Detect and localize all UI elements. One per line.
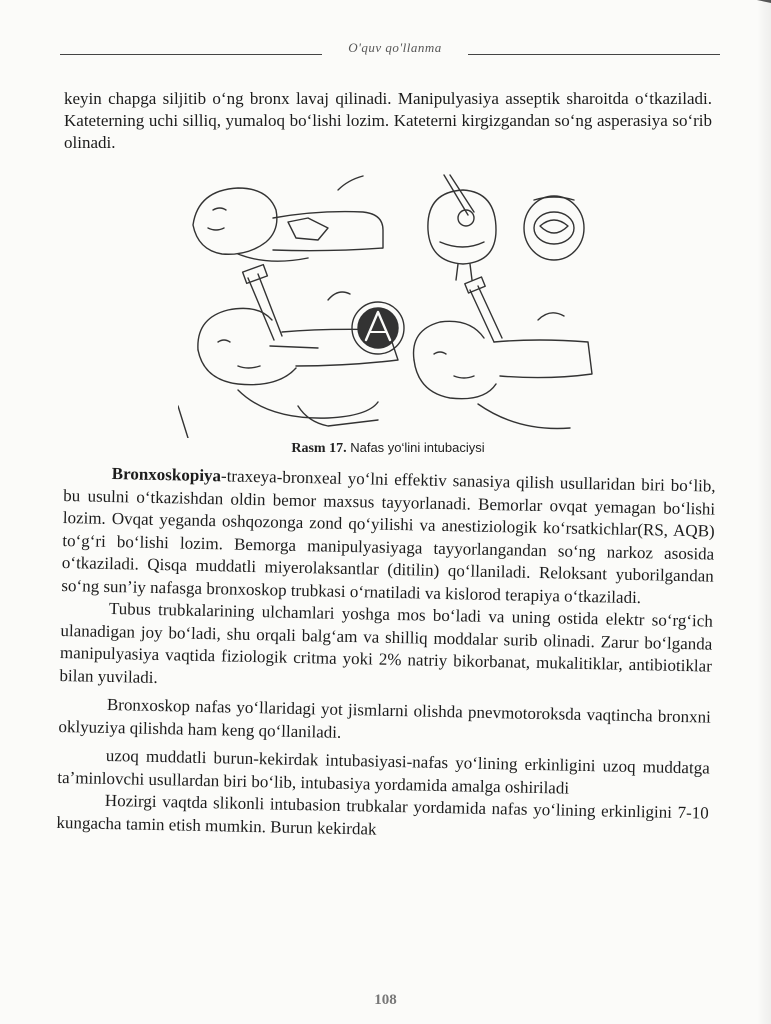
page-edge-shadow xyxy=(757,0,771,1024)
paragraph-foreign-bodies: Bronxoskop nafas yo‘llaridagi yot jismlarni olishda pnevmotoroksda vaqtincha bronxni oklyuziya qilishda ham keng qo‘llaniladi. xyxy=(58,694,711,742)
paragraph-bronchoscopy xyxy=(61,462,716,611)
paragraph-silicone-tubes: Hozirgi vaqtda slikonli intubasion trubkalar yordamida nafas yo‘lining erkinligini 7-10 kungacha tamin etish mumkin. Burun kekirdak xyxy=(56,790,709,839)
intubation-illustration xyxy=(178,170,598,438)
figure-panel-e xyxy=(352,302,404,354)
figure-caption-label: Rasm 17. xyxy=(291,441,347,456)
paragraph-long-intubation: uzoq muddatli burun-kekirdak intubasiyasi-nafas yo‘lining erkinligini uzoq muddatga ta’minlovchi usullardan biri bo‘lib, intubasiya yordamida amalga oshiriladi xyxy=(57,745,710,798)
paragraph-bronchoscopy-text: -traxeya-bronxeal yo‘lni effektiv sanasiya qilish usullaridan biri bo‘lib, bu usulni o‘tkazishdan oldin bemor maxsus tayyorlanadi. Bemorlar ovqat yemagan bo‘lishi lozim. Ovqat yeganda oshqozonga zond qo‘yilishi va anestiziologik ko‘rsatkichlar(RS, AQB) to‘g‘ri bo‘lishi lozim. Bemorga manipulyasiyaga tayyorlangandan so‘ng narkoz asosida o‘tkaziladi. Qisqa muddatli miyerolaksantlar (ditilin) qo‘llaniladi. Reloksant yuborilgandan so‘ng sun’iy nafasga bronxoskop trubkasi o‘rnatiladi va kislorod terapiya o‘tkaziladi. xyxy=(61,466,716,607)
figure-panel-c xyxy=(524,196,584,260)
figure-panel-f xyxy=(414,277,592,429)
figure-panel-a xyxy=(193,176,383,261)
intubation-drawing xyxy=(178,170,598,438)
figure-panel-b xyxy=(428,175,496,280)
running-head xyxy=(60,40,720,62)
term-bronchoscopy: Bronxoskopiya xyxy=(111,464,222,486)
paragraph-tubus: Tubus trubkalarining ulchamlari yoshga mos bo‘ladi va uning ostida elektr so‘rg‘ich ulanadigan joy bo‘ladi, shu orqali balg‘am va shilliq moddalar surib olinadi. Zarur bo‘lganda manipulyasiya vaqtida fiziologik critma yoki 2% natriy bikorbanat, mukalitiklar, antibiotiklar bilan yuviladi. xyxy=(59,598,714,687)
header-rule-left xyxy=(60,54,322,55)
running-title: O'quv qo'llanma xyxy=(348,40,442,55)
figure-caption-text: Nafas yo‘lini intubaciysi xyxy=(350,440,485,455)
header-rule-right xyxy=(468,54,720,55)
body-text xyxy=(56,462,716,848)
page-number: 108 xyxy=(374,992,397,1008)
figure-caption xyxy=(64,440,712,457)
paragraph-top: keyin chapga siljitib o‘ng bronx lavaj qilinadi. Manipulyasiya asseptik sharoitda o‘tkaziladi. Kateterning uchi silliq, yumaloq bo‘lishi lozim. Kateterni kirgizgandan so‘ng asperasiya so‘rib olinadi. xyxy=(64,89,712,152)
